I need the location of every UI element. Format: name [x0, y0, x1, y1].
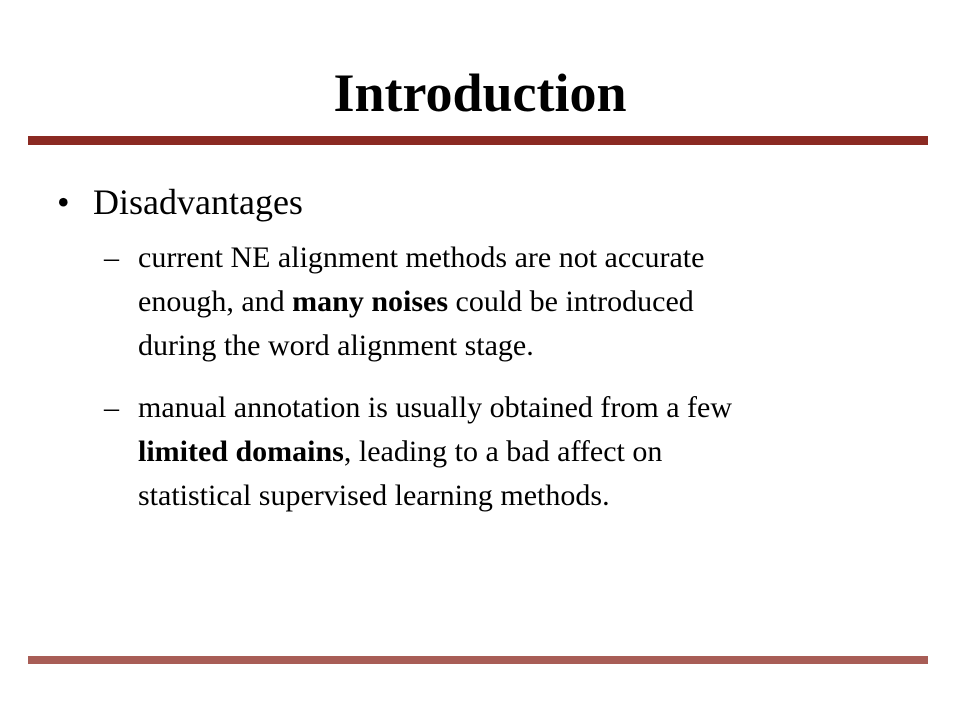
bullet-item — [57, 178, 303, 226]
dash-icon: – — [104, 391, 119, 424]
text-line: manual annotation is usually obtained from a few — [138, 391, 733, 424]
sub-item-text — [104, 236, 864, 368]
sub-item-text — [104, 386, 864, 518]
bullet-label: Disadvantages — [93, 182, 303, 222]
emphasis-text: many noises — [292, 285, 448, 318]
dash-icon: – — [104, 241, 119, 274]
sub-item-annotation — [104, 386, 864, 518]
text-line: limited domains, leading to a bad affect on — [138, 435, 663, 468]
emphasis-text: limited domains — [138, 435, 344, 468]
text-line: enough, and many noises could be introduced — [138, 285, 694, 318]
text-line: statistical supervised learning methods. — [138, 479, 610, 512]
bullet-icon: • — [57, 182, 70, 222]
title-underline-rule — [28, 136, 928, 145]
text-line: current NE alignment methods are not accurate — [138, 241, 705, 274]
text-line: during the word alignment stage. — [138, 329, 534, 362]
sub-item-alignment — [104, 236, 864, 368]
footer-rule — [28, 656, 928, 664]
slide-title: Introduction — [333, 63, 627, 123]
